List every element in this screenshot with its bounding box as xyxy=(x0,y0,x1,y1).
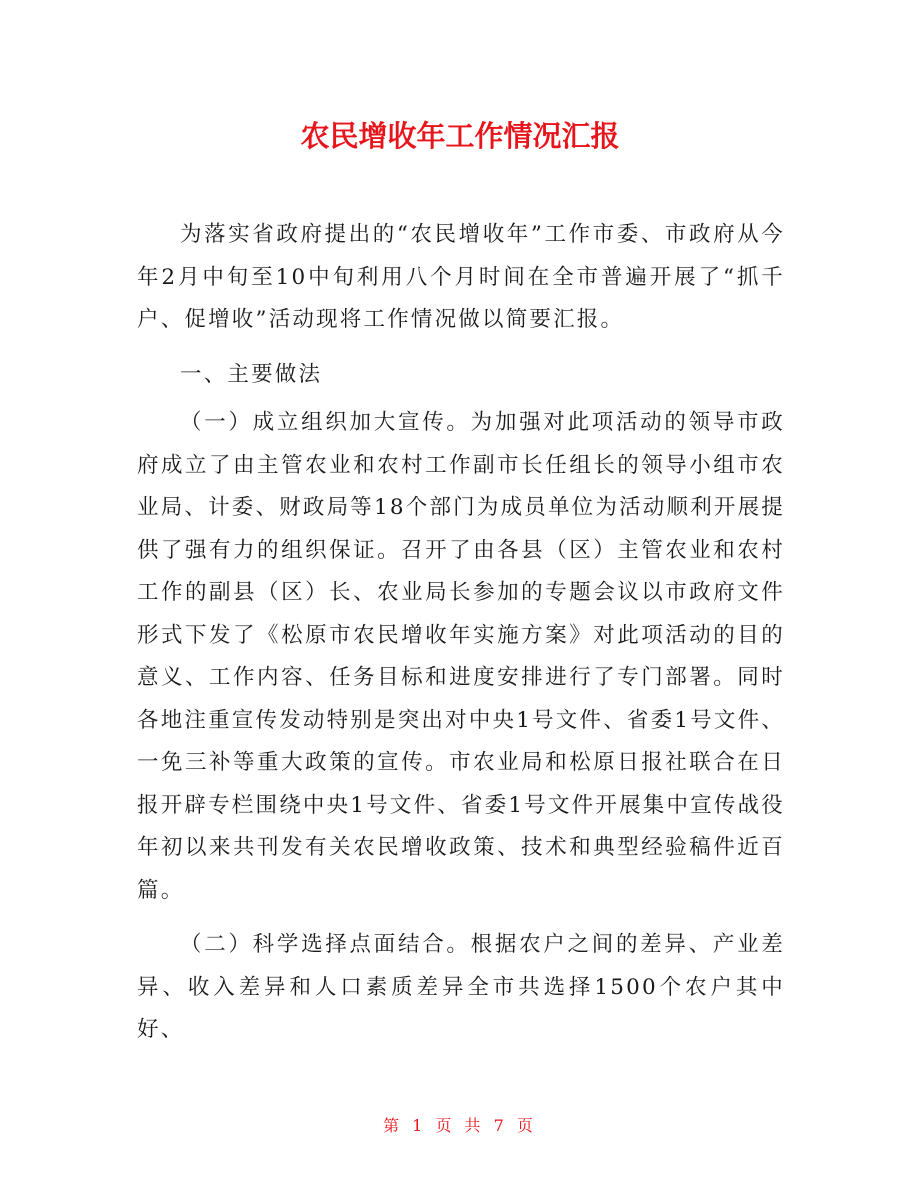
paragraph-selection: （二）科学选择点面结合。根据农户之间的差异、产业差异、收入差异和人口素质差异全市共选择1500个农户其中好、 xyxy=(137,932,785,1042)
paragraph-organization: （一）成立组织加大宣传。为加强对此项活动的领导市政府成立了由主管农业和农村工作副市长任组长的领导小组市农业局、计委、财政局等18个部门为成员单位为活动顺利开展提供了强有力的组织保证。召开了由各县（区）主管农业和农村工作的副县（区）长、农业局长参加的专题会议以市政府文件形式下发了《松原市农民增收年实施方案》对此项活动的目的意义、工作内容、任务目标和进度安排进行了专门部署。同时各地注重宣传发动特别是突出对中央1号文件、省委1号文件、一免三补等重大政策的宣传。市农业局和松原日报社联合在日报开辟专栏围绕中央1号文件、省委1号文件开展集中宣传战役年初以来共刊发有关农民增收政策、技术和典型经验稿件近百篇。 xyxy=(137,410,785,903)
document-title: 农民增收年工作情况汇报 xyxy=(300,119,620,153)
document-body xyxy=(137,214,785,1064)
section-heading-main-methods: 一、主要做法 xyxy=(180,361,323,387)
paragraph-intro: 为落实省政府提出的“农民增收年”工作市委、市政府从今年2月中旬至10中旬利用八个月时间在全市普遍开展了“抓千户、促增收”活动现将工作情况做以简要汇报。 xyxy=(137,222,785,332)
page-number-footer: 第 1 页 共 7 页 xyxy=(383,1116,537,1135)
